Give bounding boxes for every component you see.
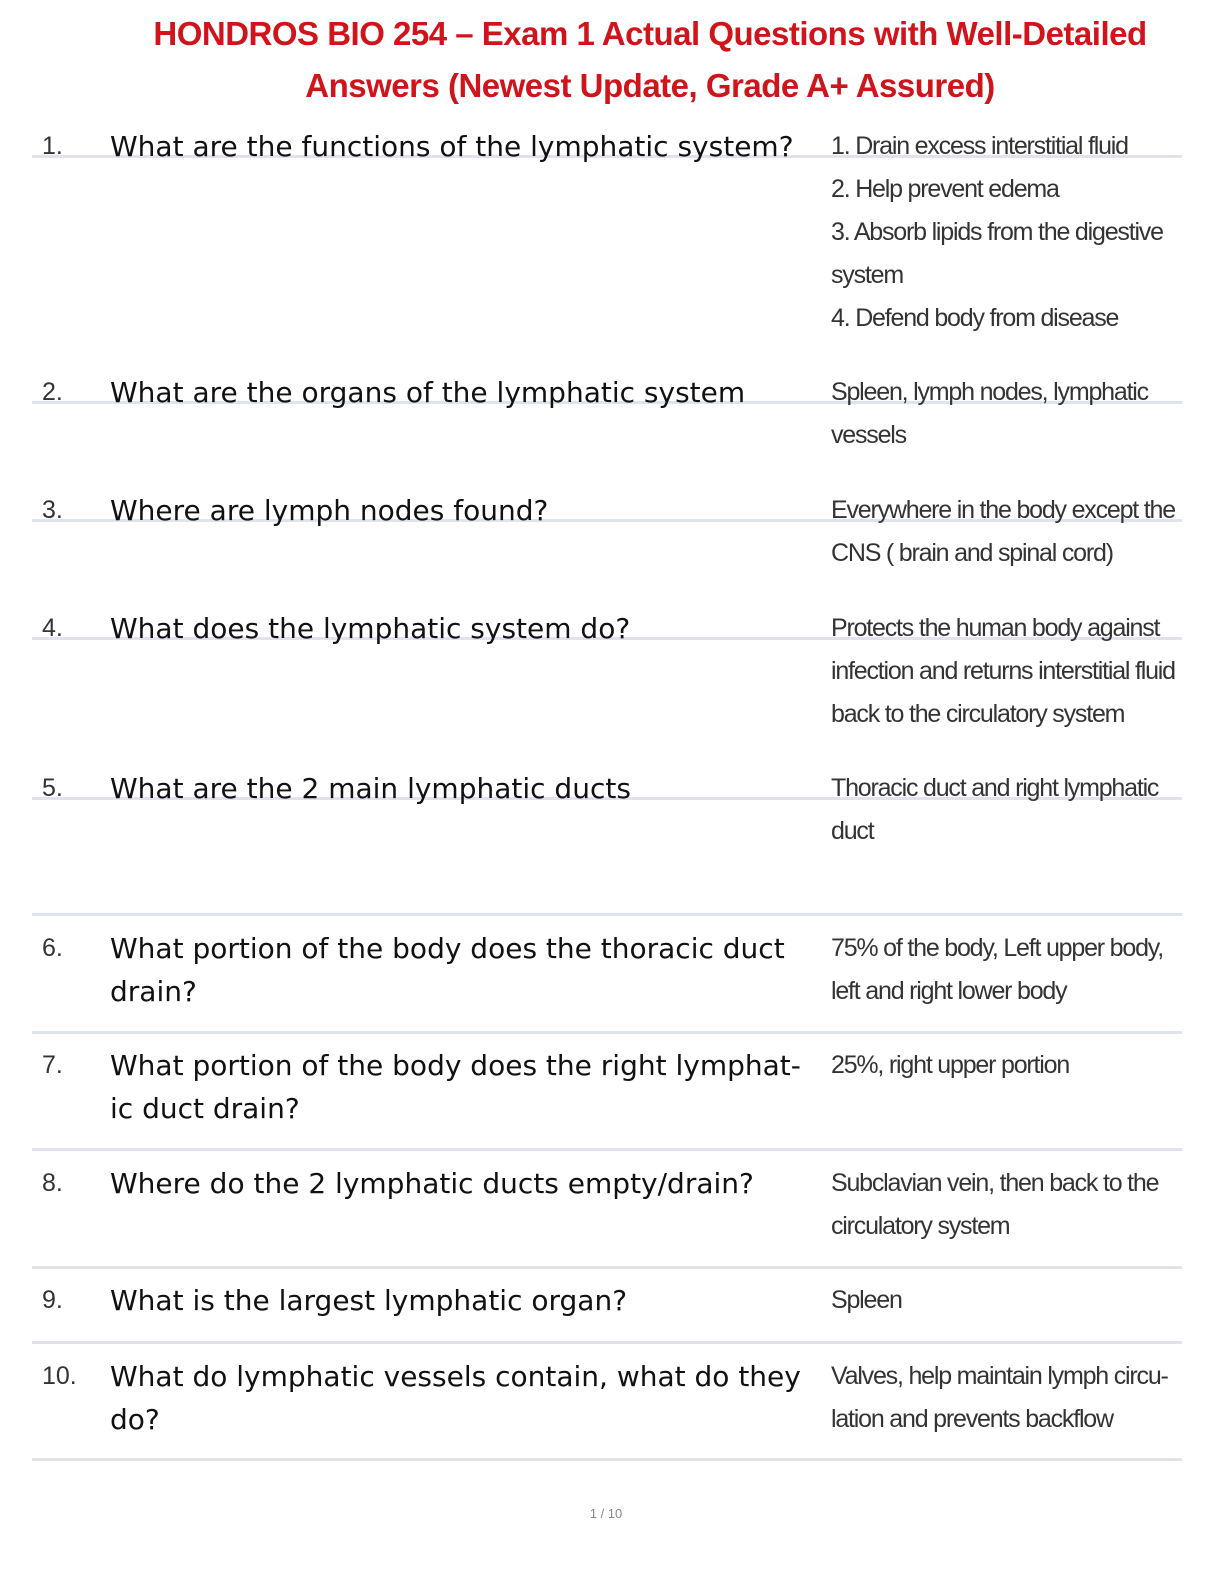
answer-text: Subclavian vein, then back to the circulatory system [831,1169,1159,1240]
question-text: What are the 2 main lymphatic ducts [110,772,631,805]
question-text: What do lymphatic vessels contain, what do they do? [110,1360,801,1436]
page-number: 1 / 10 [589,1506,623,1521]
document-title-line-1: HONDROS BIO 254 – Exam 1 Actual Questions with Well-Detailed [153,15,1147,52]
item-number: 10. [42,1362,77,1390]
answer-text: Thoracic duct and right lymphatic duct [831,774,1159,845]
item-number: 3. [42,496,63,524]
answer-text: 1. Drain excess interstitial fluid 2. Help prevent edema 3. Absorb lipids from the digestive system 4. Defend body from disease [831,132,1163,332]
question-text: What does the lymphatic system do? [110,612,631,645]
answer-text: 75% of the body, Left upper body, left and right lower body [831,934,1163,1005]
answer-text: 25%, right upper portion [831,1051,1070,1079]
question-text: What portion of the body does the thoracic duct drain? [110,932,785,1008]
item-number: 8. [42,1169,63,1197]
question-text: What is the largest lymphatic organ? [110,1284,628,1317]
answer-text: Spleen [831,1286,902,1314]
question-text: Where are lymph nodes found? [110,494,549,527]
item-number: 9. [42,1286,63,1314]
row-divider [32,1148,1182,1151]
answer-text: Spleen, lymph nodes, lymphatic vessels [831,378,1148,449]
answer-text: Everywhere in the body except the CNS ( brain and spinal cord) [831,496,1175,567]
question-text: Where do the 2 lymphatic ducts empty/drain? [110,1167,754,1200]
question-text: What are the functions of the lymphatic system? [110,130,794,163]
row-divider [32,1341,1182,1344]
item-number: 2. [42,378,63,406]
item-number: 1. [42,132,63,160]
question-text: What portion of the body does the right lymphat- ic duct drain? [110,1049,801,1125]
row-divider [32,1031,1182,1034]
answer-text: Protects the human body against infection and returns interstitial fluid back to the circulatory system [831,614,1175,728]
item-number: 5. [42,774,63,802]
row-divider [32,1458,1182,1461]
row-divider [32,1266,1182,1269]
answer-text: Valves, help maintain lymph circu- lation and prevents backflow [831,1362,1168,1433]
question-text: What are the organs of the lymphatic system [110,376,746,409]
row-divider [32,913,1182,916]
item-number: 6. [42,934,63,962]
item-number: 7. [42,1051,63,1079]
item-number: 4. [42,614,63,642]
document-title-line-2: Answers (Newest Update, Grade A+ Assured) [305,67,995,104]
